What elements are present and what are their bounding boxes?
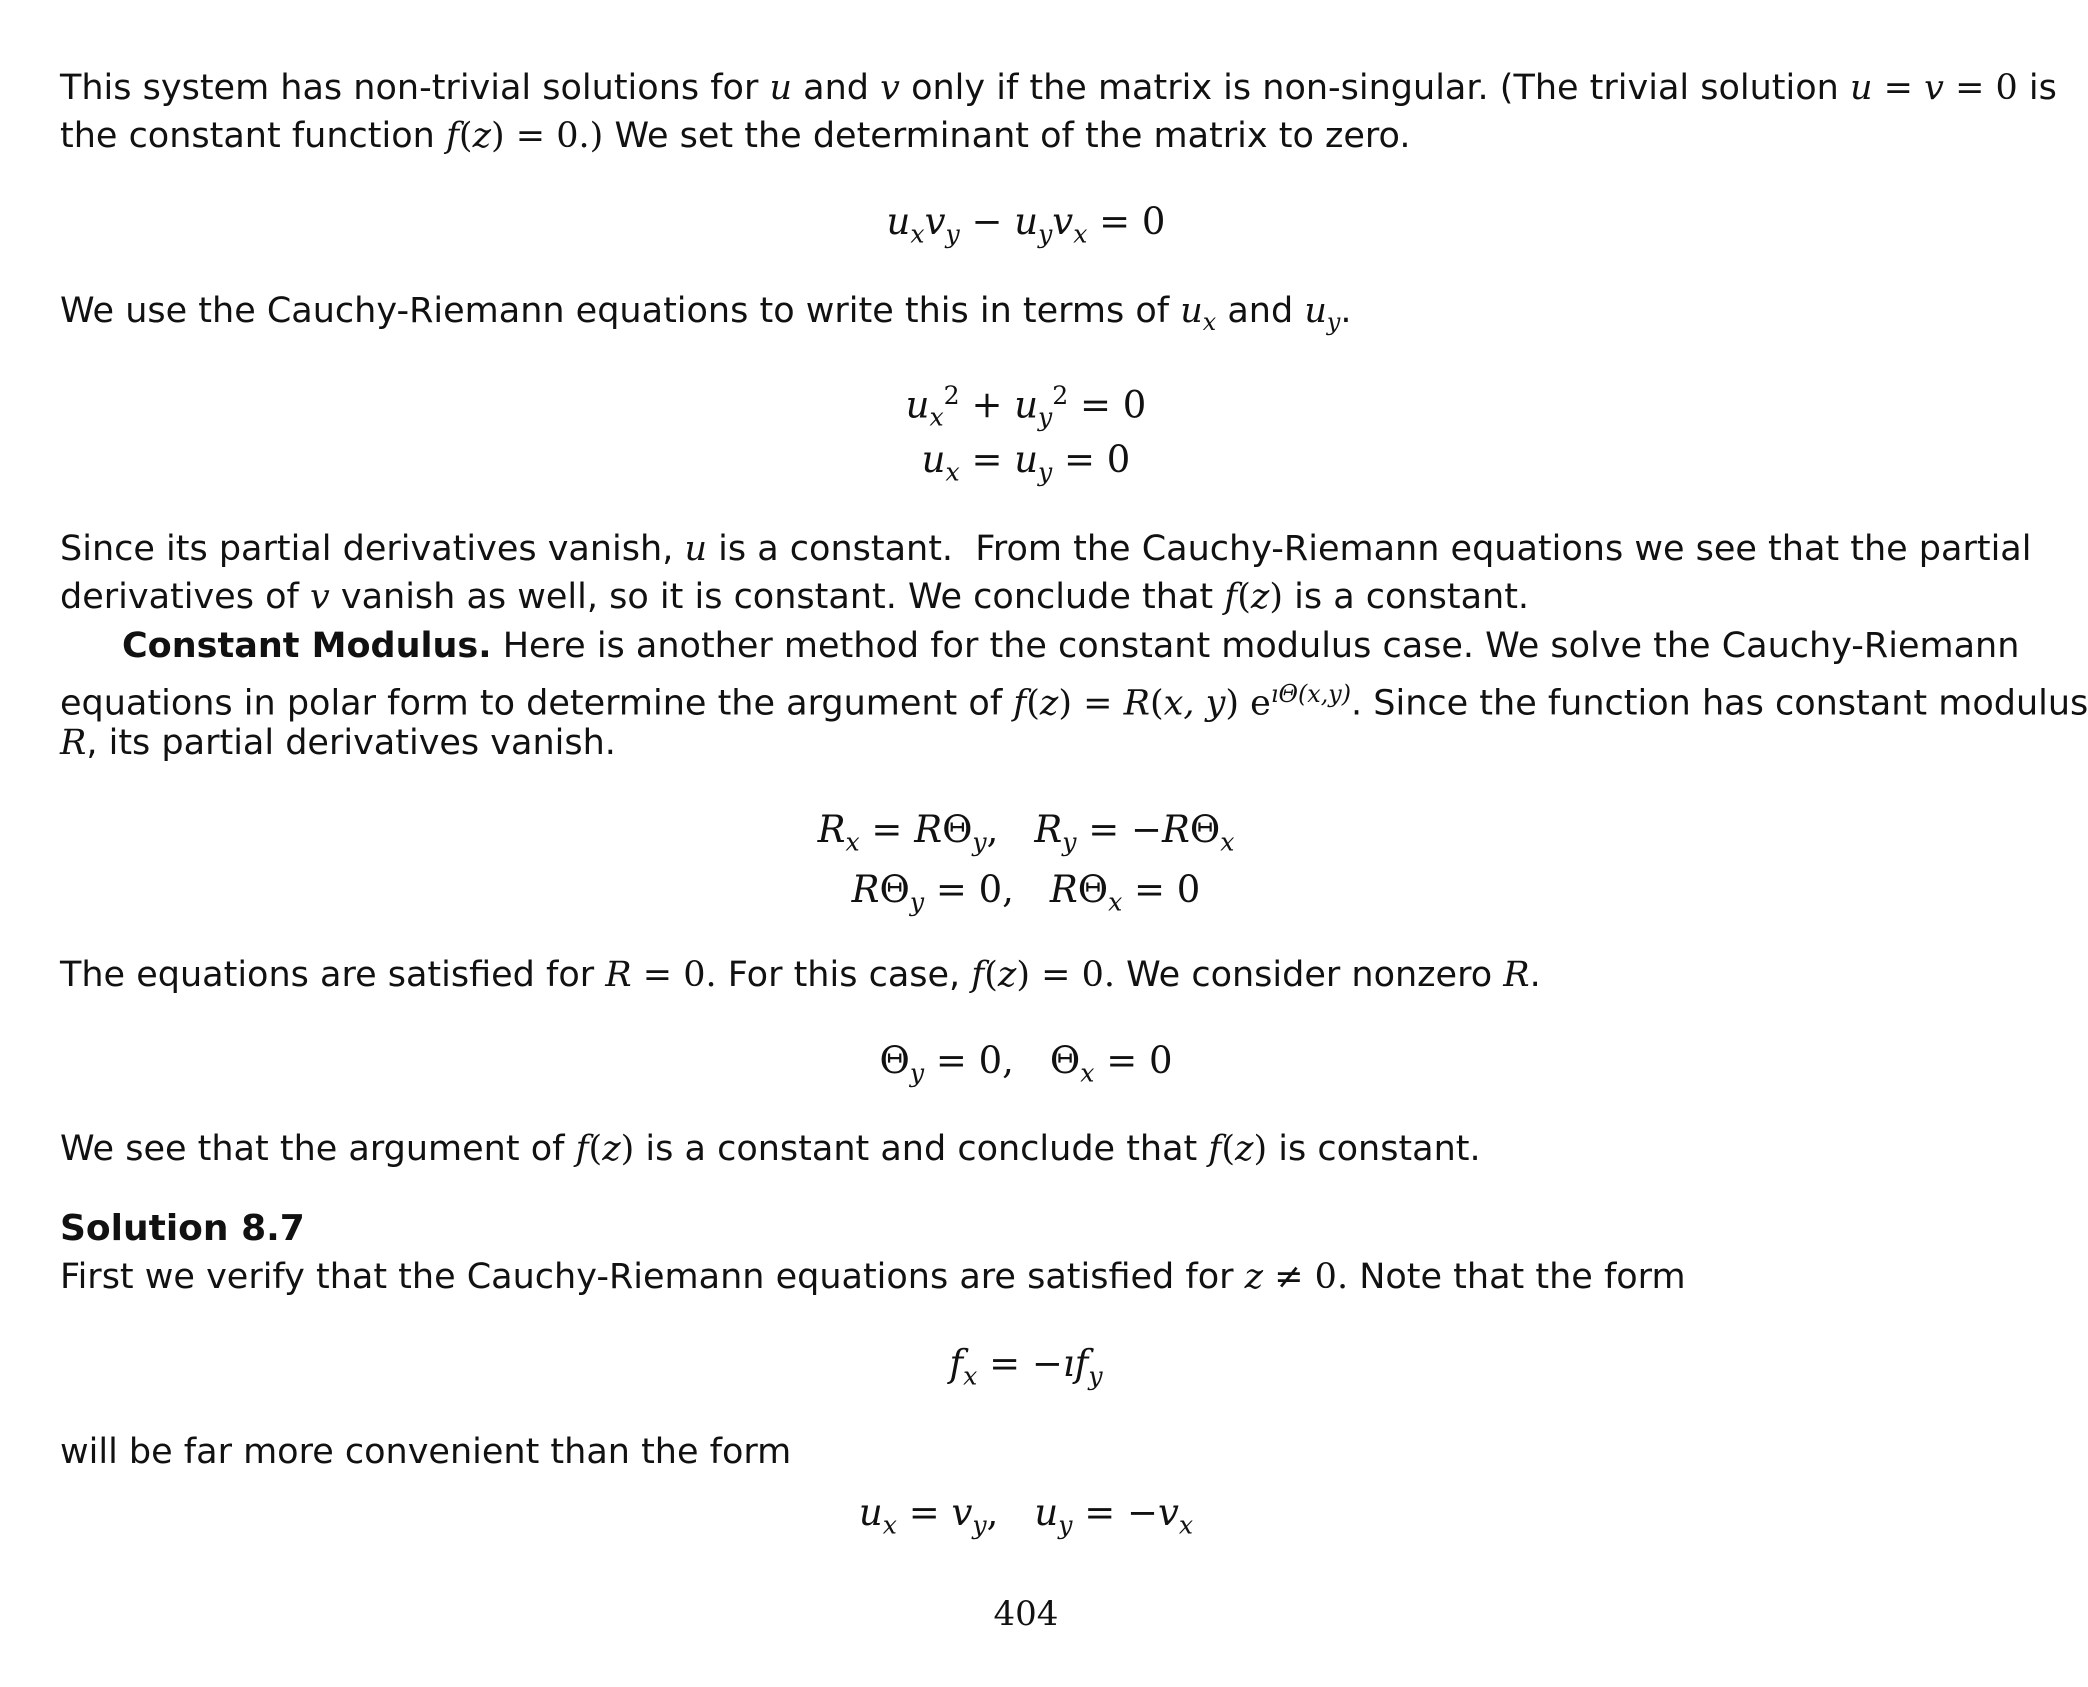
equation-polar-cr-1: $R_x = R\Theta_y$, $R_y = -R\Theta_x$ [817, 808, 1235, 857]
equation-polar-cr-2: $R\Theta_y = 0$, $R\Theta_x = 0$ [851, 868, 1201, 917]
equation-real-form: $u_x = v_y$, $u_y = -v_x$ [858, 1491, 1194, 1540]
paragraph-4-line-1 [60, 622, 2020, 670]
paragraph-8: will be far more convenient than the form [60, 1432, 792, 1472]
paragraph-5: The equations are satisfied for R = 0. For this case, f(z) = 0. We consider nonzero R. [60, 955, 1541, 995]
paragraph-6: We see that the argument of f(z) is a constant and conclude that f(z) is constant. [60, 1129, 1481, 1169]
section-heading-solution-8-7: Solution 8.7 [60, 1208, 305, 1249]
paragraph-4-line-1-text: Here is another method for the constant modulus case. We solve the Cauchy-Riemann [502, 626, 2020, 666]
equation-sum-of-squares: $u_x^2 + u_y^2 = 0$ [905, 381, 1147, 432]
document-page [60, 0, 2088, 1687]
page-number: 404 [993, 1594, 1059, 1634]
paragraph-3-line-2: derivatives of v vanish as well, so it is constant. We conclude that f(z) is a constant. [60, 577, 1530, 617]
paragraph-4-line-2: equations in polar form to determine the argument of f(z) = R(x, y) $e^{ı\Theta(x,y)}$. Since the function has constant modulus [60, 680, 2088, 724]
paragraph-2: We use the Cauchy-Riemann equations to write this in terms of $u_x$ and $u_y$. [60, 291, 1352, 336]
paragraph-1-line-1: This system has non-trivial solutions for u and v only if the matrix is non-singular. (The trivial solution u = v = 0 is [60, 68, 2057, 108]
constant-modulus-heading: Constant Modulus. [122, 626, 492, 666]
paragraph-1-line-2: the constant function f(z) = 0.) We set the determinant of the matrix to zero. [60, 116, 1411, 156]
equation-complex-form: $f_x$ = $-ıf_y$ [949, 1342, 1103, 1391]
paragraph-7: First we verify that the Cauchy-Riemann equations are satisfied for z ≠ 0. Note that the form [60, 1257, 1686, 1297]
paragraph-4-line-3: R, its partial derivatives vanish. [60, 723, 616, 763]
equation-derivatives-zero: $u_x = u_y = 0$ [921, 438, 1131, 487]
equation-determinant: $u_xv_y - u_yv_x = 0$ [886, 200, 1166, 249]
paragraph-3-line-1: Since its partial derivatives vanish, u is a constant. From the Cauchy-Riemann equations we see that the partial [60, 529, 2032, 569]
equation-theta-derivatives: $\Theta_y = 0$, $\Theta_x = 0$ [879, 1039, 1173, 1088]
